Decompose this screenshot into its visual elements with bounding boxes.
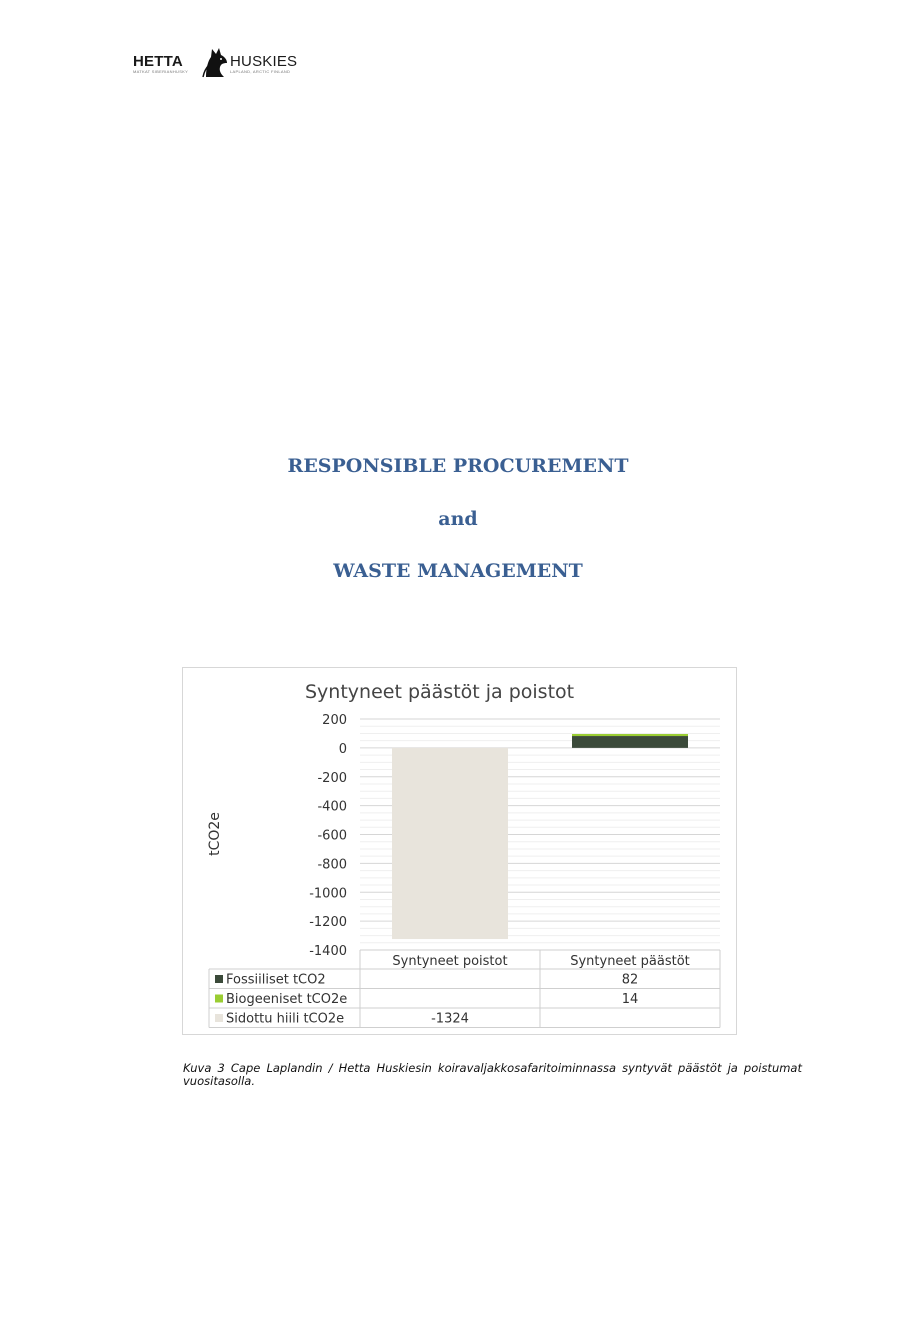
chart-canvas: [183, 668, 736, 1034]
figure-caption: Kuva 3 Cape Laplandin / Hetta Huskiesin koiravaljakkosafaritoiminnassa syntyvät päästöt ja poistumat vuositasolla.: [183, 1060, 802, 1088]
legend-swatch: [215, 995, 223, 1003]
y-tick-label: -1400: [309, 944, 347, 959]
chart-title: Syntyneet päästöt ja poistot: [305, 681, 575, 703]
bar-biogenic: [572, 734, 688, 736]
logo-huskies-text: HUSKIES: [230, 53, 298, 70]
emissions-chart: [182, 667, 737, 1035]
bar-fossil: [572, 736, 688, 748]
x-category-label: Syntyneet poistot: [392, 954, 508, 969]
data-label: 82: [621, 972, 639, 988]
y-axis-label: tCO2e: [207, 812, 223, 856]
heading-line-1: RESPONSIBLE PROCUREMENT: [287, 455, 629, 477]
logo-hetta-text: HETTA: [133, 53, 183, 70]
y-tick-label: 200: [322, 713, 347, 728]
legend-entry: Biogeeniset tCO2e: [226, 992, 348, 1007]
y-tick-label: -1200: [309, 915, 347, 931]
legend-swatch: [215, 1014, 223, 1022]
bar-sequestered: [392, 748, 508, 939]
x-category-label: Syntyneet päästöt: [570, 954, 690, 969]
heading-line-3: WASTE MANAGEMENT: [333, 560, 583, 582]
heading-line-2: and: [438, 508, 478, 530]
y-tick-label: -400: [317, 799, 347, 815]
company-logo: [133, 46, 298, 78]
y-tick-label: -200: [317, 770, 347, 786]
y-tick-label: -600: [317, 828, 347, 844]
data-label: -1324: [431, 1011, 469, 1027]
data-label: 14: [621, 992, 639, 1007]
legend-swatch: [215, 975, 223, 983]
legend-entry: Sidottu hiili tCO2e: [226, 1011, 345, 1027]
legend-entry: Fossiiliset tCO2: [226, 972, 326, 988]
logo-left-tagline: MATKAT SIBERIANHUSKY: [133, 69, 189, 74]
logo-right-tagline: LAPLAND, ARCTIC FINLAND: [230, 69, 291, 74]
y-tick-label: 0: [338, 741, 347, 757]
y-tick-label: -1000: [309, 886, 347, 902]
y-tick-label: -800: [317, 857, 347, 873]
husky-head-silhouette-icon: [197, 46, 231, 78]
